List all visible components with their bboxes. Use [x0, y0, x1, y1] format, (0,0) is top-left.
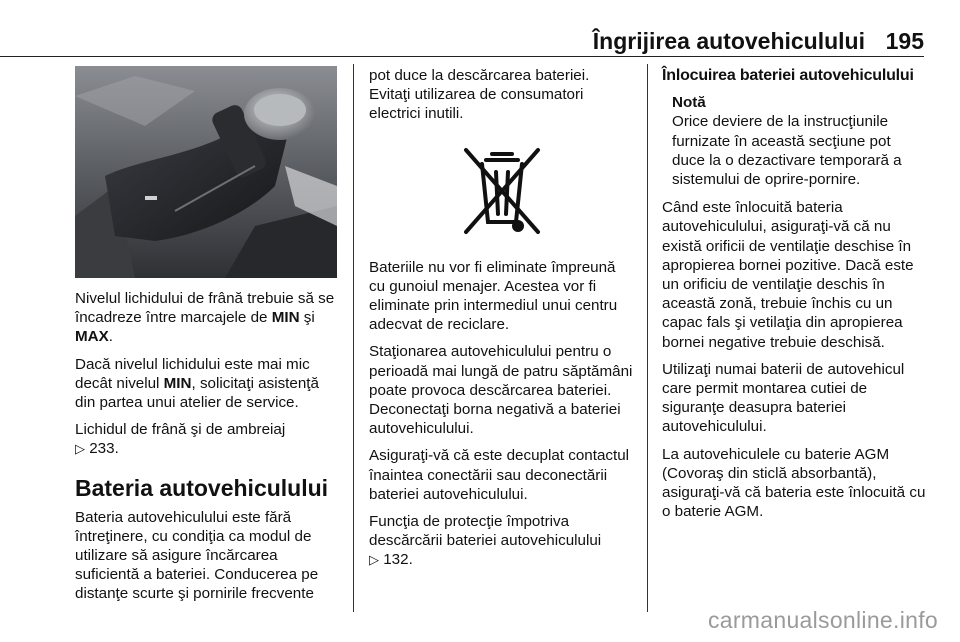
consumers-paragraph: pot duce la descărcarea bateriei. Evitaţi utilizarea de consumatori electrici inutili. [369, 67, 590, 123]
vent-paragraph: Când este înlocuită bateria autovehiculului, asiguraţi-vă că nu există orificii de ventilaţie deschise în apropierea bornei pozitive. Dacă este un orificiu de ventilaţie deschis în această zonă, trebuie închis cu un capac fals şi vetilaţia din apropierea bornei negative trebuie deschisă. [662, 199, 914, 351]
note-label: Notă [672, 94, 706, 112]
column-1 [75, 289, 337, 612]
watermark: carmanualsonline.info [707, 607, 938, 633]
brake-fluid-reservoir-photo [75, 66, 337, 278]
text-span: , solicitaţi asistenţă din partea unui atelier de service. [75, 374, 319, 412]
ignition-paragraph: Asiguraţi-vă că este decuplat contactul înaintea conectării sau deconectării bateriei autovehiculului. [369, 447, 630, 503]
page-reference-icon: ▷ [369, 552, 379, 568]
page-reference-link[interactable]: 233. [89, 440, 119, 458]
brake-fluid-level-paragraph [75, 289, 337, 347]
parking-paragraph: Staţionarea autovehiculului pentru o perioadă mai lungă de patru săptămâni poate provoca descărcarea bateriei. Deconectaţi borna negativă a bateriei autovehiculului. [369, 343, 633, 438]
text-span: . [108, 328, 113, 346]
page-reference-link[interactable]: 132. [383, 551, 413, 569]
disposal-paragraph: Bateriile nu vor fi eliminate împreună cu gunoiul menajer. Acestea vor fi eliminate prin intermediul unui centru adecvat de reciclare. [369, 258, 618, 334]
page-reference-icon: ▷ [75, 441, 85, 457]
chapter-title: Îngrijirea autovehiculului [592, 28, 865, 54]
fuse-box-paragraph: Utilizaţi numai baterii de autovehicul care permit montarea cutiei de siguranţe deasupra bateriei autovehiculului. [662, 360, 905, 436]
section-title-battery: Bateria autovehiculului [75, 474, 329, 501]
column-3 [662, 66, 927, 529]
agm-paragraph: La autovehiculele cu baterie AGM (Covoraş din sticlă absorbantă), asiguraţi-vă că bateria este înlocuită cu o baterie AGM. [662, 445, 926, 521]
crossed-out-bin-icon [456, 140, 548, 240]
column-2 [369, 66, 634, 578]
reference-paragraph [75, 420, 337, 458]
column-divider-left [353, 64, 354, 612]
battery-replacement-heading: Înlocuirea bateriei autovehiculului [662, 67, 914, 84]
max-mark: MAX [75, 328, 109, 346]
page-header [0, 22, 960, 56]
text-span: Lichidul de frână şi de ambreiaj [75, 421, 286, 439]
min-mark: MIN [163, 374, 192, 392]
battery-paragraph: Bateria autovehiculului este fără întreţinere, cu condiţia ca modul de utilizare să asigure încărcarea suficientă a bateriei. Conducerea pe distanţe scurte şi pornirile frecvente [75, 508, 319, 603]
protection-paragraph [369, 512, 634, 570]
text-span: Nivelul lichidului de frână trebuie să se încadreze între marcajele de [75, 290, 335, 327]
text-span: Funcţia de protecţie împotriva descărcării bateriei autovehiculului [369, 513, 602, 550]
note-text: Orice deviere de la instrucţiunile furnizate în această secţiune pot duce la o dezactivare temporară a sistemului de oprire-pornire. [672, 113, 902, 189]
note-block [662, 93, 927, 189]
low-level-paragraph [75, 355, 337, 413]
text-span: Dacă nivelul lichidului este mai mic decât nivelul [75, 355, 310, 392]
page-number: 195 [885, 28, 924, 54]
column-divider-right [647, 64, 648, 612]
text-span: şi [299, 309, 315, 327]
header-rule [0, 56, 924, 57]
reservoir-illustration [75, 66, 337, 278]
min-mark: MIN [271, 309, 300, 327]
